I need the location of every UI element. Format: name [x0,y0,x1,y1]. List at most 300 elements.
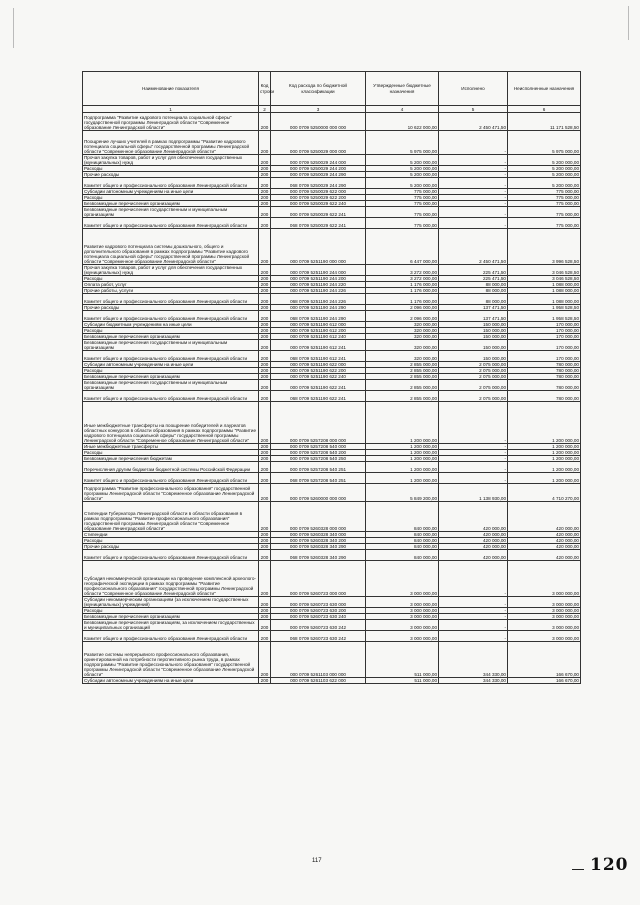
row-line-code: 200 [259,538,271,544]
row-executed: 420 000,00 [439,544,508,550]
row-name: Развитие системы непрерывного профессионального образования, ориентированной на потребности перспективного рынка труда, в рамках подпрограммы "Развитие профессионального образования" государственной программы Ленинградской области "Современное образование Ленинградской области" [83,642,259,678]
stamp-dash [572,869,584,870]
row-line-code: 200 [259,305,271,311]
row-unexecuted: 780 000,00 [508,374,581,380]
row-approved: 775 000,00 [366,218,439,229]
row-line-code: 200 [259,444,271,450]
row-approved: 1 200 000,00 [366,473,439,484]
row-classification-code: 000 0709 5251190 612 241 [271,340,366,351]
row-unexecuted: 166 670,00 [508,642,581,678]
row-line-code: 200 [259,544,271,550]
row-unexecuted: 3 000 000,00 [508,608,581,614]
row-approved: 1 200 000,00 [366,450,439,456]
row-executed: 420 000,00 [439,502,508,532]
row-line-code: 200 [259,201,271,207]
row-unexecuted: 3 000 000,00 [508,614,581,620]
scan-edge-mark [628,6,629,40]
row-approved: 3 000 000,00 [366,631,439,642]
page-number: 117 [312,858,322,864]
row-approved: 2 855 000,00 [366,391,439,402]
row-line-code: 200 [259,265,271,276]
row-classification-code: 068 0709 5250029 244 290 [271,178,366,189]
row-unexecuted: 170 000,00 [508,322,581,328]
row-approved: 511 000,00 [366,642,439,678]
row-name: Комитет общего и профессионального образования Ленинградской области [83,550,259,561]
row-classification-code: 068 0709 5250029 622 241 [271,218,366,229]
row-executed: 88 000,00 [439,294,508,305]
row-name: Субсидии автономным учреждениям на иные цели [83,362,259,368]
table-row [83,631,581,642]
row-name: Прочие расходы [83,172,259,178]
row-unexecuted: 170 000,00 [508,334,581,340]
row-approved: 2 096 000,00 [366,305,439,311]
row-approved: 1 176 000,00 [366,288,439,294]
row-classification-code: 068 0709 5251190 612 241 [271,351,366,362]
row-approved: 3 000 000,00 [366,620,439,631]
row-classification-code: 000 0709 5260328 340 200 [271,538,366,544]
row-classification-code: 000 0709 5251190 622 241 [271,380,366,391]
row-executed: - [439,207,508,218]
row-approved: 5 200 000,00 [366,172,439,178]
row-executed: 2 075 000,00 [439,362,508,368]
table-row [83,340,581,351]
table-row [83,131,581,155]
table-row [83,402,581,444]
row-unexecuted: 1 958 528,50 [508,305,581,311]
row-classification-code: 000 0709 5250029 000 000 [271,131,366,155]
row-name: Стипендии [83,532,259,538]
table-row [83,374,581,380]
row-unexecuted: 5 200 000,00 [508,155,581,166]
row-approved: 3 000 000,00 [366,608,439,614]
row-name: Безвозмездные перечисления государственным и муниципальным организациям [83,340,259,351]
row-unexecuted: 170 000,00 [508,328,581,334]
row-approved: 1 200 000,00 [366,444,439,450]
table-row [83,484,581,502]
row-name: Комитет общего и профессионального образования Ленинградской области [83,178,259,189]
row-classification-code: 000 0709 5250000 000 000 [271,113,366,131]
row-approved: 5 200 000,00 [366,166,439,172]
row-name: Комитет общего и профессионального образования Ленинградской области [83,311,259,322]
row-name: Расходы [83,195,259,201]
header-unexecuted: Неисполненные назначения [508,72,581,106]
row-name: Комитет общего и профессионального образования Ленинградской области [83,473,259,484]
row-name: Расходы [83,166,259,172]
row-executed: 150 000,00 [439,328,508,334]
column-number: 3 [271,106,366,113]
row-line-code: 200 [259,391,271,402]
row-classification-code: 000 0709 5250029 244 000 [271,155,366,166]
row-executed: - [439,172,508,178]
row-unexecuted: 420 000,00 [508,550,581,561]
row-executed: - [439,614,508,620]
row-name: Безвозмездные перечисления государственным и муниципальным организациям [83,380,259,391]
row-executed: 150 000,00 [439,334,508,340]
row-line-code: 200 [259,340,271,351]
row-approved: 6 447 000,00 [366,229,439,265]
row-unexecuted: 775 000,00 [508,189,581,195]
row-unexecuted: 1 088 000,00 [508,282,581,288]
table-row [83,550,581,561]
row-executed: - [439,462,508,473]
row-line-code: 200 [259,311,271,322]
row-approved: 3 000 000,00 [366,614,439,620]
row-classification-code: 000 0709 5251190 244 220 [271,282,366,288]
row-unexecuted: 780 000,00 [508,362,581,368]
row-name: Прочая закупка товаров, работ и услуг для обеспечения государственных (муниципальных) нужд [83,265,259,276]
row-classification-code: 000 0709 5257208 000 000 [271,402,366,444]
row-line-code: 200 [259,218,271,229]
table-row [83,155,581,166]
row-classification-code: 000 0709 5257208 540 250 [271,456,366,462]
row-executed: 1 138 930,00 [439,484,508,502]
row-name: Безвозмездные перечисления государственным и муниципальным организациям [83,207,259,218]
row-unexecuted: 5 200 000,00 [508,172,581,178]
row-unexecuted: 420 000,00 [508,502,581,532]
row-executed: - [439,218,508,229]
row-line-code: 200 [259,614,271,620]
row-executed: 150 000,00 [439,322,508,328]
row-approved: 320 000,00 [366,334,439,340]
row-executed: - [439,178,508,189]
row-executed: - [439,620,508,631]
row-executed: 2 075 000,00 [439,368,508,374]
header-name: Наименование показателя [83,72,259,106]
row-approved: 3 000 000,00 [366,561,439,597]
row-classification-code: 000 0709 5251190 244 200 [271,276,366,282]
row-line-code: 200 [259,608,271,614]
header-line-code: Код строки [259,72,271,106]
row-name: Подпрограмма "Развитие кадрового потенциала социальной сферы" государственной программы Ленинградской области "Современное образование Ленинградской области" [83,113,259,131]
row-approved: 5 200 000,00 [366,155,439,166]
row-classification-code: 000 0709 5250029 622 241 [271,207,366,218]
row-line-code: 200 [259,334,271,340]
row-unexecuted: 166 670,00 [508,678,581,684]
row-executed: - [439,631,508,642]
row-executed: 2 450 471,50 [439,113,508,131]
row-approved: 320 000,00 [366,340,439,351]
row-line-code: 200 [259,678,271,684]
row-name: Иные межбюджетные трансферты на поощрение победителей и лауреатов областных конкурсов в области образования в рамках подпрограммы "Развитие кадрового потенциала социальной сферы" государственной программы Ленинградской области "Современное образование Ленинградской области" [83,402,259,444]
column-number-row [83,106,581,113]
table-row [83,113,581,131]
row-executed: - [439,450,508,456]
row-approved: 2 855 000,00 [366,380,439,391]
row-name: Безвозмездные перечисления организациям [83,614,259,620]
row-line-code: 200 [259,276,271,282]
row-name: Расходы [83,276,259,282]
row-line-code: 200 [259,166,271,172]
row-approved: 775 000,00 [366,195,439,201]
row-approved: 3 000 000,00 [366,597,439,608]
row-line-code: 200 [259,155,271,166]
row-executed: 88 000,00 [439,282,508,288]
table-row [83,620,581,631]
row-unexecuted: 420 000,00 [508,532,581,538]
row-approved: 1 176 000,00 [366,282,439,288]
row-approved: 840 000,00 [366,544,439,550]
row-name: Иные межбюджетные трансферты [83,444,259,450]
row-line-code: 200 [259,368,271,374]
row-line-code: 200 [259,642,271,678]
row-approved: 10 622 000,00 [366,113,439,131]
row-executed: 2 075 000,00 [439,380,508,391]
row-approved: 1 200 000,00 [366,456,439,462]
row-executed: 88 000,00 [439,288,508,294]
table-row [83,642,581,678]
row-executed: 2 075 000,00 [439,391,508,402]
row-classification-code: 000 0709 5257208 540 200 [271,450,366,456]
row-unexecuted: 3 046 528,50 [508,265,581,276]
table-row [83,444,581,450]
row-name: Субсидии автономным учреждениям на иные цели [83,189,259,195]
header-approved: Утвержденные бюджетные назначения [366,72,439,106]
row-executed: - [439,195,508,201]
row-name: Расходы [83,368,259,374]
row-name: Расходы [83,450,259,456]
row-executed: 2 450 471,50 [439,229,508,265]
row-approved: 320 000,00 [366,328,439,334]
row-name: Поощрение лучших учителей в рамках подпрограммы "Развитие кадрового потенциала социальной сферы" государственной программы Ленинградской области "Современное образование Ленинградской области" [83,131,259,155]
row-classification-code: 000 0709 5261103 000 000 [271,642,366,678]
row-executed: - [439,597,508,608]
row-name: Развитие кадрового потенциала системы дошкольного, общего и дополнительного образования в рамках подпрограммы "Развитие кадрового потенциала социальной сферы" государственной программы Ленинградской области "Современное образование Ленинградской области" [83,229,259,265]
row-name: Комитет общего и профессионального образования Ленинградской области [83,351,259,362]
table-body [83,113,581,684]
row-unexecuted: 3 046 528,50 [508,276,581,282]
row-executed: - [439,608,508,614]
row-executed: - [439,473,508,484]
row-unexecuted: 775 000,00 [508,201,581,207]
row-unexecuted: 5 975 000,00 [508,131,581,155]
row-classification-code: 000 0709 5251190 244 226 [271,288,366,294]
row-line-code: 200 [259,131,271,155]
row-name: Субсидии бюджетным учреждениям на иные цели [83,322,259,328]
row-classification-code: 000 0709 5250029 622 240 [271,201,366,207]
row-classification-code: 000 0709 5251190 612 240 [271,334,366,340]
row-executed: 420 000,00 [439,538,508,544]
row-approved: 2 855 000,00 [366,368,439,374]
row-name: Безвозмездные перечисления организациям [83,201,259,207]
row-line-code: 200 [259,322,271,328]
table-row [83,462,581,473]
row-line-code: 200 [259,362,271,368]
row-classification-code: 000 0709 5260328 000 000 [271,502,366,532]
row-classification-code: 000 0709 5260723 630 240 [271,614,366,620]
table-row [83,561,581,597]
table-row [83,265,581,276]
row-name: Подпрограмма "Развитие профессионального образования" государственной программы Ленинградской области "Современное образование Ленинградской области" [83,484,259,502]
row-classification-code: 000 0709 5251190 244 000 [271,265,366,276]
row-approved: 1 176 000,00 [366,294,439,305]
row-name: Субсидия некоммерческой организации на проведение комплексной археолого-географической экспедиции в рамках подпрограммы "Развитие профессионального образования" государственной программы Ленинградской области "Современное образование Ленинградской области" [83,561,259,597]
row-classification-code: 000 0709 5260000 000 000 [271,484,366,502]
row-executed: 2 075 000,00 [439,374,508,380]
row-unexecuted: 11 171 528,50 [508,113,581,131]
table-row [83,334,581,340]
row-approved: 840 000,00 [366,538,439,544]
row-line-code: 200 [259,288,271,294]
row-approved: 775 000,00 [366,189,439,195]
row-classification-code: 000 0709 5250029 622 200 [271,195,366,201]
row-classification-code: 000 0709 5250029 244 200 [271,166,366,172]
row-name: Безвозмездные перечисления организациям, за исключением государственных и муниципальных организаций [83,620,259,631]
row-approved: 840 000,00 [366,550,439,561]
column-number: 4 [366,106,439,113]
row-executed: 150 000,00 [439,340,508,351]
row-line-code: 200 [259,380,271,391]
archive-stamp-number: 120 [590,855,629,875]
row-unexecuted: 1 200 000,00 [508,444,581,450]
table-row [83,380,581,391]
table-row [83,294,581,305]
scan-edge-mark [13,8,14,48]
row-executed: 137 471,50 [439,305,508,311]
row-approved: 511 000,00 [366,678,439,684]
table-row [83,311,581,322]
row-executed: 137 471,50 [439,311,508,322]
table-row [83,218,581,229]
row-line-code: 200 [259,113,271,131]
row-name: Перечисления другим бюджетам бюджетной системы Российской Федерации [83,462,259,473]
row-approved: 3 272 000,00 [366,276,439,282]
row-executed: - [439,189,508,195]
header-row [83,72,581,106]
row-line-code: 200 [259,450,271,456]
table-row [83,391,581,402]
row-executed: - [439,456,508,462]
row-classification-code: 000 0709 5260723 630 000 [271,597,366,608]
table-row [83,502,581,532]
row-classification-code: 000 0709 5251190 622 000 [271,362,366,368]
row-unexecuted: 5 200 000,00 [508,166,581,172]
row-classification-code: 068 0709 5251190 244 290 [271,311,366,322]
row-classification-code: 068 0709 5260328 340 290 [271,550,366,561]
row-unexecuted: 170 000,00 [508,351,581,362]
row-approved: 2 855 000,00 [366,362,439,368]
row-classification-code: 000 0709 5250029 622 000 [271,189,366,195]
row-classification-code: 000 0709 5260328 340 000 [271,532,366,538]
row-line-code: 200 [259,532,271,538]
row-classification-code: 000 0709 5251190 622 240 [271,374,366,380]
row-executed: 420 000,00 [439,550,508,561]
column-number: 6 [508,106,581,113]
row-executed: - [439,201,508,207]
row-name: Стипендии Губернатора Ленинградской области в области образования в рамках подпрограммы "Развитие профессионального образования" государственной программы Ленинградской области "Современное образование Ленинградской области" [83,502,259,532]
row-name: Комитет общего и профессионального образования Ленинградской области [83,631,259,642]
row-approved: 775 000,00 [366,201,439,207]
row-unexecuted: 780 000,00 [508,391,581,402]
row-classification-code: 000 0709 5251190 000 000 [271,229,366,265]
row-approved: 775 000,00 [366,207,439,218]
table-row [83,229,581,265]
row-unexecuted: 3 000 000,00 [508,597,581,608]
row-approved: 5 975 000,00 [366,131,439,155]
row-line-code: 200 [259,195,271,201]
row-name: Расходы [83,328,259,334]
row-approved: 1 200 000,00 [366,462,439,473]
row-classification-code: 068 0709 5260723 630 242 [271,631,366,642]
row-line-code: 200 [259,294,271,305]
row-line-code: 200 [259,597,271,608]
row-line-code: 200 [259,561,271,597]
table-row [83,614,581,620]
row-classification-code: 068 0709 5251190 244 226 [271,294,366,305]
row-name: Субсидии автономным учреждениям на иные цели [83,678,259,684]
row-unexecuted: 775 000,00 [508,195,581,201]
row-executed: 344 330,00 [439,678,508,684]
row-unexecuted: 1 200 000,00 [508,450,581,456]
row-executed: 225 471,50 [439,265,508,276]
row-unexecuted: 5 200 000,00 [508,178,581,189]
table-row [83,201,581,207]
row-name: Прочие расходы [83,544,259,550]
row-classification-code: 000 0709 5251190 612 200 [271,328,366,334]
row-approved: 840 000,00 [366,502,439,532]
row-unexecuted: 1 088 000,00 [508,294,581,305]
row-unexecuted: 1 088 000,00 [508,288,581,294]
row-unexecuted: 1 200 000,00 [508,473,581,484]
row-unexecuted: 3 000 000,00 [508,631,581,642]
row-line-code: 200 [259,207,271,218]
row-classification-code: 000 0709 5251190 612 000 [271,322,366,328]
row-classification-code: 000 0709 5250029 244 290 [271,172,366,178]
row-executed: 225 471,50 [439,276,508,282]
table-row [83,456,581,462]
row-classification-code: 068 0709 5257208 540 251 [271,473,366,484]
row-name: Прочая закупка товаров, работ и услуг для обеспечения государственных (муниципальных) нужд [83,155,259,166]
budget-table [82,71,581,684]
row-approved: 1 200 000,00 [366,402,439,444]
row-unexecuted: 420 000,00 [508,538,581,544]
row-executed: - [439,131,508,155]
row-line-code: 200 [259,462,271,473]
row-approved: 320 000,00 [366,351,439,362]
column-number: 2 [259,106,271,113]
row-line-code: 200 [259,189,271,195]
table-row [83,678,581,684]
row-unexecuted: 3 000 000,00 [508,561,581,597]
row-unexecuted: 1 200 000,00 [508,462,581,473]
row-line-code: 200 [259,328,271,334]
row-approved: 2 096 000,00 [366,311,439,322]
row-name: Прочие работы, услуги [83,288,259,294]
row-line-code: 200 [259,351,271,362]
row-line-code: 200 [259,484,271,502]
column-number: 1 [83,106,259,113]
row-name: Оплата работ, услуг [83,282,259,288]
row-classification-code: 000 0709 5260723 630 200 [271,608,366,614]
row-unexecuted: 1 200 000,00 [508,456,581,462]
row-executed: - [439,166,508,172]
row-unexecuted: 780 000,00 [508,368,581,374]
row-classification-code: 000 0709 5261103 622 000 [271,678,366,684]
row-executed: - [439,561,508,597]
row-approved: 320 000,00 [366,322,439,328]
row-approved: 5 200 000,00 [366,178,439,189]
table-row [83,178,581,189]
table-row [83,351,581,362]
row-unexecuted: 780 000,00 [508,380,581,391]
row-line-code: 200 [259,631,271,642]
column-number: 5 [439,106,508,113]
row-executed: - [439,155,508,166]
row-name: Комитет общего и профессионального образования Ленинградской области [83,294,259,305]
row-name: Прочие расходы [83,305,259,311]
row-classification-code: 068 0709 5251190 622 241 [271,391,366,402]
row-name: Субсидии некоммерческим организациям (за исключением государственных (муниципальных) учреждений) [83,597,259,608]
row-approved: 3 272 000,00 [366,265,439,276]
